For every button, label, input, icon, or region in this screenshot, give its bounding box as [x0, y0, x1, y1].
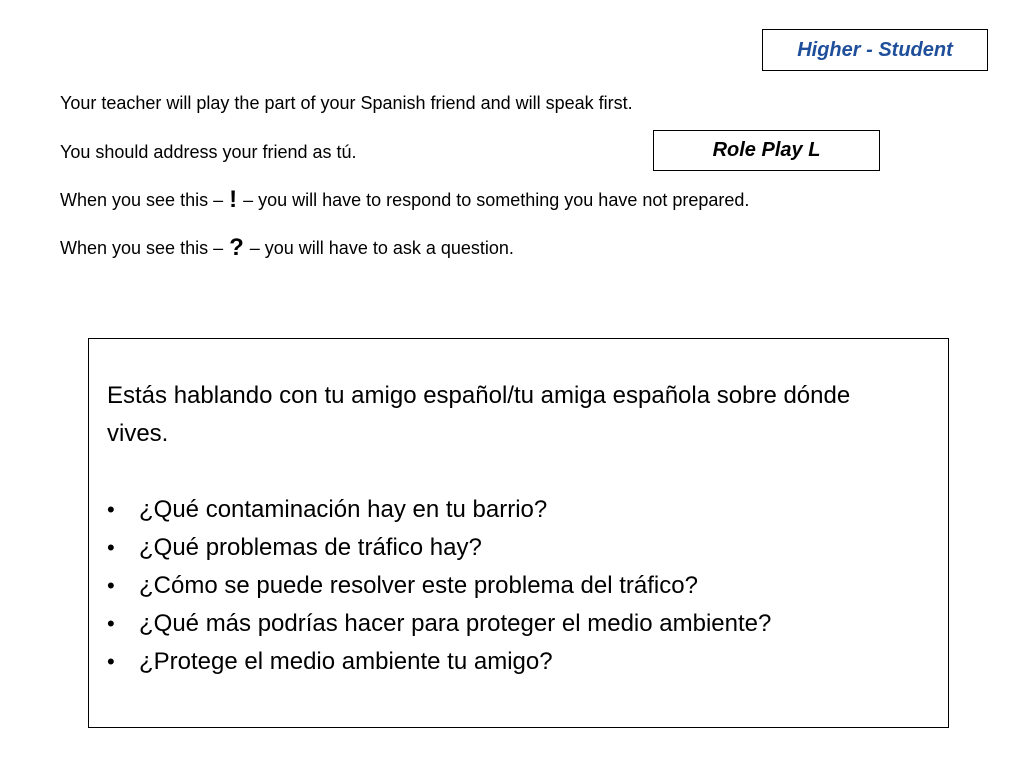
- question-text: ¿Protege el medio ambiente tu amigo?: [139, 648, 553, 675]
- instruction-text: Your teacher will play the part of your Spanish friend and will speak first.: [60, 93, 633, 113]
- question-text: ¿Qué contaminación hay en tu barrio?: [139, 496, 548, 523]
- list-item: [107, 529, 908, 567]
- task-box: [88, 338, 949, 728]
- question-list: [107, 491, 908, 681]
- question-text: ¿Qué problemas de tráfico hay?: [139, 534, 482, 561]
- bullet-icon: •: [107, 573, 115, 598]
- question-text: ¿Cómo se puede resolver este problema del tráfico?: [139, 572, 698, 599]
- bullet-icon: •: [107, 535, 115, 560]
- question-text: ¿Qué más podrías hacer para proteger el medio ambiente?: [139, 610, 772, 637]
- instruction-line-1: [60, 93, 633, 114]
- bullet-icon: •: [107, 649, 115, 674]
- instruction-text-before: When you see this –: [60, 237, 224, 258]
- question-symbol: ?: [229, 234, 244, 261]
- list-item: [107, 491, 908, 529]
- list-item: [107, 643, 908, 681]
- instruction-line-4: [60, 236, 514, 260]
- instruction-text: You should address your friend as tú.: [60, 142, 357, 162]
- roleplay-badge: [653, 130, 880, 171]
- level-badge: [762, 29, 988, 71]
- instruction-text-after: – you will have to respond to something you have not prepared.: [243, 189, 750, 210]
- bullet-icon: •: [107, 611, 115, 636]
- list-item: [107, 567, 908, 605]
- task-intro: Estás hablando con tu amigo español/tu amiga española sobre dónde vives.: [107, 382, 851, 447]
- instruction-line-2: [60, 142, 357, 163]
- list-item: [107, 605, 908, 643]
- bullet-icon: •: [107, 497, 115, 522]
- instruction-text-before: When you see this –: [60, 189, 224, 210]
- level-badge-label: Higher - Student: [797, 38, 953, 61]
- instruction-text-after: – you will have to ask a question.: [249, 237, 514, 258]
- exclamation-symbol: !: [229, 186, 238, 213]
- roleplay-badge-label: Role Play L: [712, 139, 821, 161]
- instruction-line-3: [60, 188, 749, 212]
